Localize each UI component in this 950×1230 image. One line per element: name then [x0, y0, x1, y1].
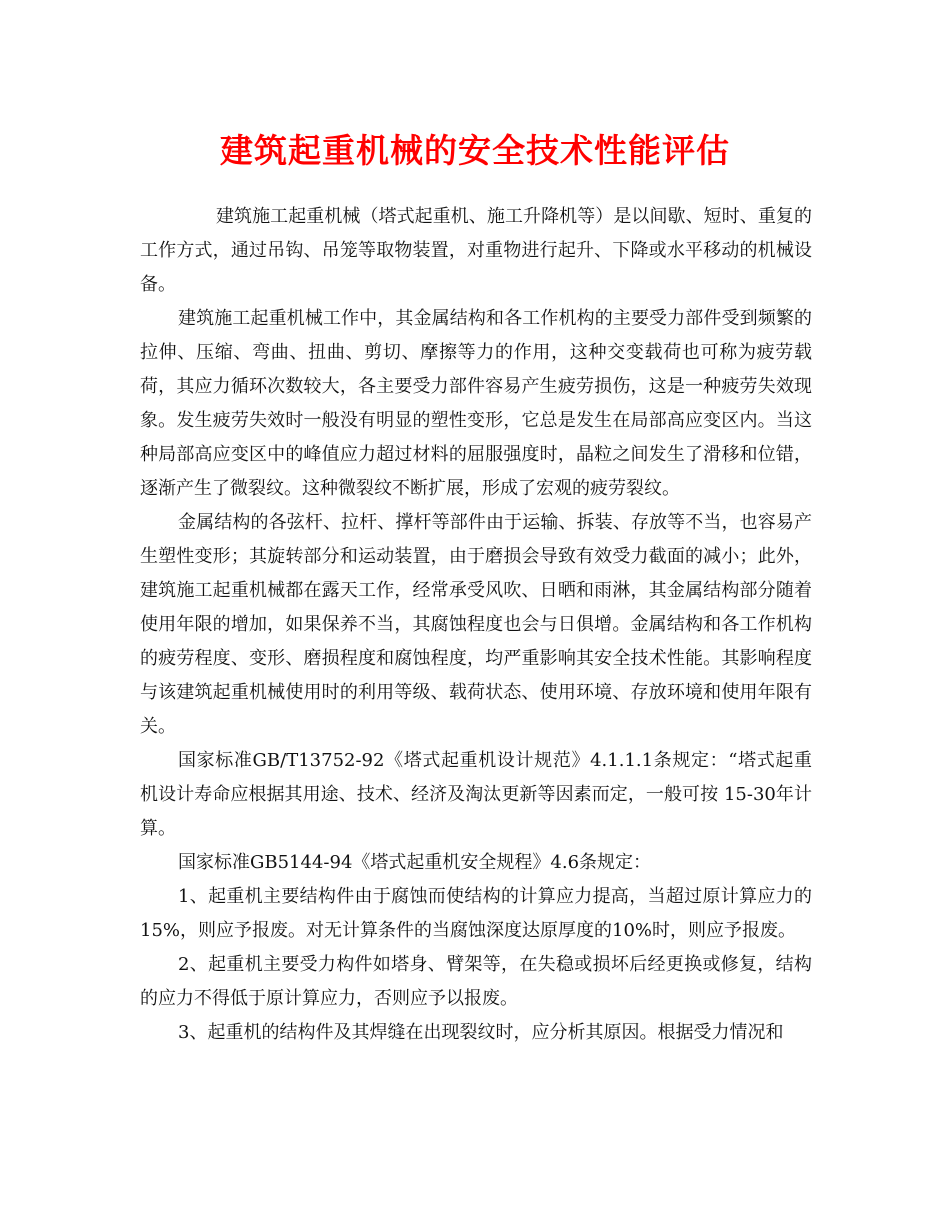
paragraph-rule-2: 2、起重机主要受力构件如塔身、臂架等，在失稳或损坏后经更换或修复，结构的应力不得低于原计算应力，否则应予以报废。 — [140, 954, 812, 1009]
paragraph-standard-safety: 国家标准GB5144-94《塔式起重机安全规程》4.6条规定： — [178, 852, 652, 873]
document-title: 建筑起重机械的安全技术性能评估 — [220, 131, 730, 170]
paragraph-standard-design: 国家标准GB/T13752-92《塔式起重机设计规范》4.1.1.1条规定：“塔式起重机设计寿命应根据其用途、技术、经济及淘汰更新等因素而定，一般可按 15-30年计算。 — [140, 750, 812, 839]
paragraph-deformation: 金属结构的各弦杆、拉杆、撑杆等部件由于运输、拆装、存放等不当，也容易产生塑性变形；其旋转部分和运动装置，由于磨损会导致有效受力截面的减小；此外，建筑施工起重机械都在露天工作，经常承受风吹、日晒和雨淋，其金属结构部分随着使用年限的增加，如果保养不当，其腐蚀程度也会与日俱增。金属结构和各工作机构的疲劳程度、变形、磨损程度和腐蚀程度，均严重影响其安全技术性能。其影响程度与该建筑起重机械使用时的利用等级、载荷状态、使用环境、存放环境和使用年限有关。 — [140, 512, 812, 737]
paragraph-rule-1: 1、起重机主要结构件由于腐蚀而使结构的计算应力提高，当超过原计算应力的15%，则应予报废。对无计算条件的当腐蚀深度达原厚度的10%时，则应予报废。 — [140, 886, 812, 941]
paragraph-rule-3: 3、起重机的结构件及其焊缝在出现裂纹时，应分析其原因。根据受力情况和 — [178, 1022, 784, 1043]
paragraph-fatigue: 建筑施工起重机械工作中，其金属结构和各工作机构的主要受力部件受到频繁的拉伸、压缩、弯曲、扭曲、剪切、摩擦等力的作用，这种交变载荷也可称为疲劳载荷，其应力循环次数较大，各主要受力部件容易产生疲劳损伤，这是一种疲劳失效现象。发生疲劳失效时一般没有明显的塑性变形，它总是发生在局部高应变区内。当这种局部高应变区中的峰值应力超过材料的屈服强度时，晶粒之间发生了滑移和位错，逐渐产生了微裂纹。这种微裂纹不断扩展，形成了宏观的疲劳裂纹。 — [140, 308, 812, 499]
paragraph-intro: 建筑施工起重机械（塔式起重机、施工升降机等）是以间歇、短时、重复的工作方式，通过吊钩、吊笼等取物装置，对重物进行起升、下降或水平移动的机械设备。 — [140, 206, 812, 295]
document-body — [140, 200, 812, 1050]
